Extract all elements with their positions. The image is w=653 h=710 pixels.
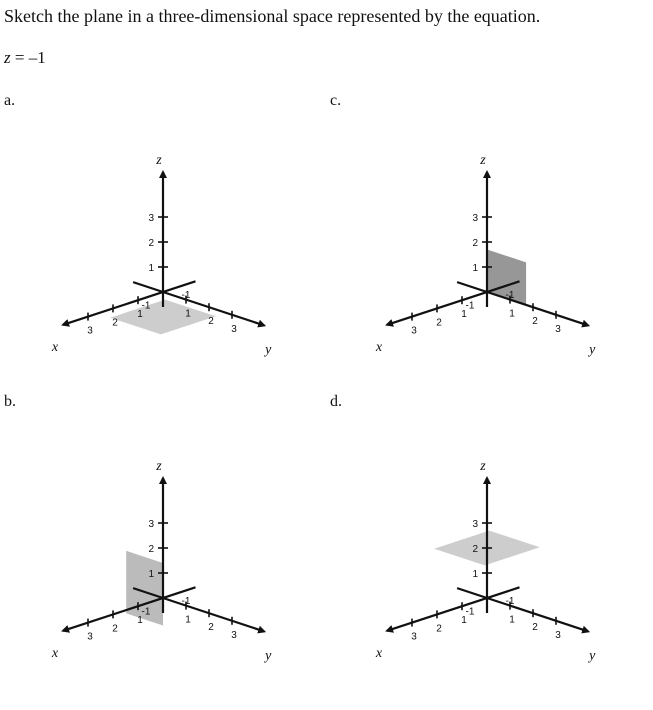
x-tick-label: 1	[461, 309, 467, 321]
y-tick-label: 3	[555, 629, 561, 641]
equation-variable: z	[4, 48, 11, 67]
y-axis-name: y	[589, 648, 596, 664]
neg-y-tick-label: -1	[465, 300, 475, 312]
z-axis-name: z	[156, 459, 162, 474]
y-tick-label: 3	[231, 323, 237, 335]
x-axis-name: x	[375, 339, 383, 355]
neg-y-tick-label: -1	[141, 300, 151, 312]
x-tick-label: 2	[436, 623, 442, 635]
x-tick-label: 3	[87, 325, 93, 337]
option-b-diagram[interactable]	[8, 440, 308, 710]
option-c-diagram[interactable]	[332, 140, 632, 410]
z-tick-label: 1	[472, 569, 478, 580]
option-c-label[interactable]: c.	[330, 92, 342, 109]
option-b-label[interactable]: b.	[4, 393, 16, 410]
z-tick-label: 3	[472, 519, 478, 530]
x-tick-label: 2	[112, 317, 118, 329]
y-axis-name: y	[265, 648, 272, 664]
x-axis-line	[387, 281, 520, 324]
option-d-diagram[interactable]	[332, 440, 632, 710]
neg-x-tick-label: -1	[505, 595, 515, 607]
z-tick-label: 3	[472, 213, 478, 224]
option-a-diagram[interactable]	[8, 140, 308, 410]
z-tick-label: 2	[148, 238, 154, 249]
x-tick-label: 1	[137, 615, 143, 627]
x-tick-label: 1	[461, 615, 467, 627]
z-axis-name: z	[156, 153, 162, 168]
z-tick-label: 3	[148, 519, 154, 530]
x-tick-label: 3	[87, 631, 93, 643]
z-tick-label: 2	[472, 238, 478, 249]
axes-3d-diagram	[332, 440, 632, 710]
neg-x-tick-label: -1	[505, 289, 515, 301]
y-axis-line	[457, 588, 588, 634]
z-tick-label: 1	[148, 263, 154, 274]
z-tick-label: 2	[148, 544, 154, 555]
x-axis-line	[387, 587, 520, 630]
y-tick-label: 2	[208, 622, 214, 634]
y-axis-name: y	[589, 342, 596, 358]
z-axis-name: z	[480, 153, 486, 168]
z-axis-name: z	[480, 459, 486, 474]
x-axis-name: x	[375, 645, 383, 661]
neg-y-tick-label: -1	[141, 606, 151, 618]
neg-y-tick-label: -1	[465, 606, 475, 618]
equation-rhs: = –1	[14, 48, 46, 67]
neg-x-tick-label: -1	[181, 595, 191, 607]
y-axis-name: y	[265, 342, 272, 358]
y-tick-label: 1	[509, 308, 515, 320]
axes-3d-diagram	[8, 440, 308, 710]
y-tick-label: 1	[185, 308, 191, 320]
axes-3d-diagram	[332, 140, 632, 410]
x-tick-label: 3	[411, 631, 417, 643]
x-tick-label: 3	[411, 325, 417, 337]
y-tick-label: 2	[532, 316, 538, 328]
y-tick-label: 1	[185, 614, 191, 626]
y-tick-label: 2	[208, 316, 214, 328]
z-tick-label: 1	[472, 263, 478, 274]
question-text: Sketch the plane in a three-dimensional space represented by the equation.	[4, 6, 541, 26]
y-tick-label: 1	[509, 614, 515, 626]
z-tick-label: 1	[148, 569, 154, 580]
x-tick-label: 1	[137, 309, 143, 321]
x-tick-label: 2	[436, 317, 442, 329]
neg-x-tick-label: -1	[181, 289, 191, 301]
y-tick-label: 3	[555, 323, 561, 335]
x-axis-name: x	[51, 339, 59, 355]
z-tick-label: 3	[148, 213, 154, 224]
x-axis-name: x	[51, 645, 59, 661]
z-tick-label: 2	[472, 544, 478, 555]
option-d-label[interactable]: d.	[330, 393, 342, 410]
y-tick-label: 2	[532, 622, 538, 634]
x-tick-label: 2	[112, 623, 118, 635]
option-a-label[interactable]: a.	[4, 92, 16, 109]
y-tick-label: 3	[231, 629, 237, 641]
axes-3d-diagram	[8, 140, 308, 410]
equation	[4, 48, 46, 68]
